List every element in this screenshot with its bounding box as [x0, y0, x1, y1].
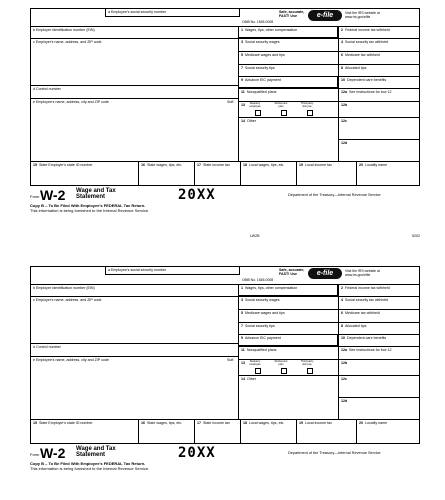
box-d-control[interactable]: d Control number [30, 343, 238, 356]
box-18-local-wages[interactable]: 18 Local wages, tips, etc. [240, 419, 296, 444]
box-13-checkboxes: 13 Statutory employee Retirement plan Third-party sick pay [238, 101, 338, 117]
box-b-ein[interactable]: b Employer identification number (EIN) [30, 26, 238, 38]
form-footer [30, 186, 420, 226]
omb-number: OMB No. 1545-0008 [242, 278, 274, 282]
box-16-state-wages[interactable]: 16 State wages, tips, etc. [138, 161, 194, 186]
w2-grid [30, 266, 420, 444]
tax-year: 20XX [178, 187, 216, 203]
box-13-checkboxes: 13 Statutory employee Retirement plan Third-party sick pay [238, 359, 338, 375]
form-subtitle: Wage and Tax Statement [76, 188, 116, 201]
box-2-fed-tax[interactable]: 2 Federal income tax withheld [338, 284, 420, 296]
box-6-medicare-tax[interactable]: 6 Medicare tax withheld [338, 51, 420, 64]
irs-info-text: This information is being furnished to the Internal Revenue Service. [30, 466, 150, 471]
box-19-local-tax[interactable]: 19 Local income tax [296, 161, 356, 186]
statutory-checkbox[interactable] [255, 368, 261, 374]
efile-logo: e-file [308, 10, 342, 21]
box-b-ein[interactable]: b Employer identification number (EIN) [30, 284, 238, 296]
box-3-ss-wages[interactable]: 3 Social security wages [238, 296, 338, 309]
box-12c[interactable]: 12c [338, 375, 420, 397]
box-16-state-wages[interactable]: 16 State wages, tips, etc. [138, 419, 194, 444]
department-text: Department of the Treasury—Internal Revenue Service [288, 193, 381, 197]
box-5-medicare-wages[interactable]: 5 Medicare wages and tips [238, 51, 338, 64]
box-7-ss-tips[interactable]: 7 Social security tips [238, 322, 338, 334]
efile-logo: e-file [308, 268, 342, 279]
box-8-allocated-tips[interactable]: 8 Allocated tips [338, 64, 420, 76]
box-5-medicare-wages[interactable]: 5 Medicare wages and tips [238, 309, 338, 322]
form-footer [30, 444, 420, 484]
safe-fast-text: Safe, accurate, FAST! Use [279, 10, 305, 19]
omb-number: OMB No. 1545-0008 [242, 20, 274, 24]
box-4-ss-tax[interactable]: 4 Social security tax withheld [338, 38, 420, 51]
w2-title: W-2 [40, 187, 66, 203]
irs-visit-text: Visit the IRS website at www.irs.gov/efile [345, 11, 380, 19]
box-12b[interactable]: 12b [338, 359, 420, 375]
box-20-locality[interactable]: 20 Locality name [356, 161, 420, 186]
sick-pay-checkbox[interactable] [307, 110, 313, 116]
box-e-employee[interactable]: e Employee's name, address, city and ZIP code Suff. [30, 356, 238, 419]
box-d-control[interactable]: d Control number [30, 85, 238, 98]
box-17-state-tax[interactable]: 17 State income tax [194, 419, 240, 444]
copy-b-text: Copy B – To Be Filed With Employee's FEDERAL Tax Return. [30, 461, 146, 466]
box-3-ss-wages[interactable]: 3 Social security wages [238, 38, 338, 51]
safe-fast-text: Safe, accurate, FAST! Use [279, 268, 305, 277]
w2-form-top [30, 8, 420, 226]
box-c-employer[interactable]: c Employer's name, address, and ZIP code [30, 38, 238, 85]
box-17-state-tax[interactable]: 17 State income tax [194, 161, 240, 186]
retirement-checkbox[interactable] [281, 368, 287, 374]
box-12d[interactable]: 12d [338, 139, 420, 161]
w2-grid [30, 8, 420, 186]
box-9-eic[interactable]: 9 Advance EIC payment [238, 334, 338, 346]
box-a-ssn[interactable]: a Employee's social security number [105, 266, 240, 275]
form-subtitle: Wage and Tax Statement [76, 446, 116, 459]
box-12c[interactable]: 12c [338, 117, 420, 139]
box-10-dependent-care[interactable]: 10 Dependent care benefits [338, 334, 420, 346]
form-word: Form [30, 194, 40, 199]
box-12d[interactable]: 12d [338, 397, 420, 419]
box-9-eic[interactable]: 9 Advance EIC payment [238, 76, 338, 88]
tax-year: 20XX [178, 445, 216, 461]
sick-pay-checkbox[interactable] [307, 368, 313, 374]
box-14-other[interactable]: 14 Other [238, 117, 338, 161]
box-6-medicare-tax[interactable]: 6 Medicare tax withheld [338, 309, 420, 322]
box-1-wages[interactable]: 1 Wages, tips, other compensation [238, 26, 338, 38]
box-18-local-wages[interactable]: 18 Local wages, tips, etc. [240, 161, 296, 186]
box-c-employer[interactable]: c Employer's name, address, and ZIP code [30, 296, 238, 343]
box-11-nonqualified[interactable]: 11 Nonqualified plans [238, 346, 338, 359]
copy-b-text: Copy B – To Be Filed With Employee's FEDERAL Tax Return. [30, 203, 146, 208]
box-1-wages[interactable]: 1 Wages, tips, other compensation [238, 284, 338, 296]
box-19-local-tax[interactable]: 19 Local income tax [296, 419, 356, 444]
retirement-checkbox[interactable] [281, 110, 287, 116]
box-11-nonqualified[interactable]: 11 Nonqualified plans [238, 88, 338, 101]
w2-title: W-2 [40, 445, 66, 461]
form-code-right: 5202 [412, 234, 420, 238]
box-12a[interactable]: 12a See instructions for box 12 [338, 88, 420, 101]
form-code-left: LW2B [250, 234, 260, 238]
w2-form-bottom [30, 266, 420, 484]
box-12b[interactable]: 12b [338, 101, 420, 117]
box-7-ss-tips[interactable]: 7 Social security tips [238, 64, 338, 76]
box-4-ss-tax[interactable]: 4 Social security tax withheld [338, 296, 420, 309]
box-2-fed-tax[interactable]: 2 Federal income tax withheld [338, 26, 420, 38]
box-e-employee[interactable]: e Employee's name, address, city and ZIP code Suff. [30, 98, 238, 161]
statutory-checkbox[interactable] [255, 110, 261, 116]
box-8-allocated-tips[interactable]: 8 Allocated tips [338, 322, 420, 334]
box-20-locality[interactable]: 20 Locality name [356, 419, 420, 444]
form-word: Form [30, 452, 40, 457]
box-10-dependent-care[interactable]: 10 Dependent care benefits [338, 76, 420, 88]
box-14-other[interactable]: 14 Other [238, 375, 338, 419]
box-12a[interactable]: 12a See instructions for box 12 [338, 346, 420, 359]
irs-visit-text: Visit the IRS website at www.irs.gov/efile [345, 269, 380, 277]
irs-info-text: This information is being furnished to the Internal Revenue Service. [30, 208, 150, 213]
box-15-state-id[interactable]: 15 State Employer's state ID number [30, 161, 138, 186]
department-text: Department of the Treasury—Internal Revenue Service [288, 451, 381, 455]
box-a-ssn[interactable]: a Employee's social security number [105, 8, 240, 17]
box-15-state-id[interactable]: 15 State Employer's state ID number [30, 419, 138, 444]
